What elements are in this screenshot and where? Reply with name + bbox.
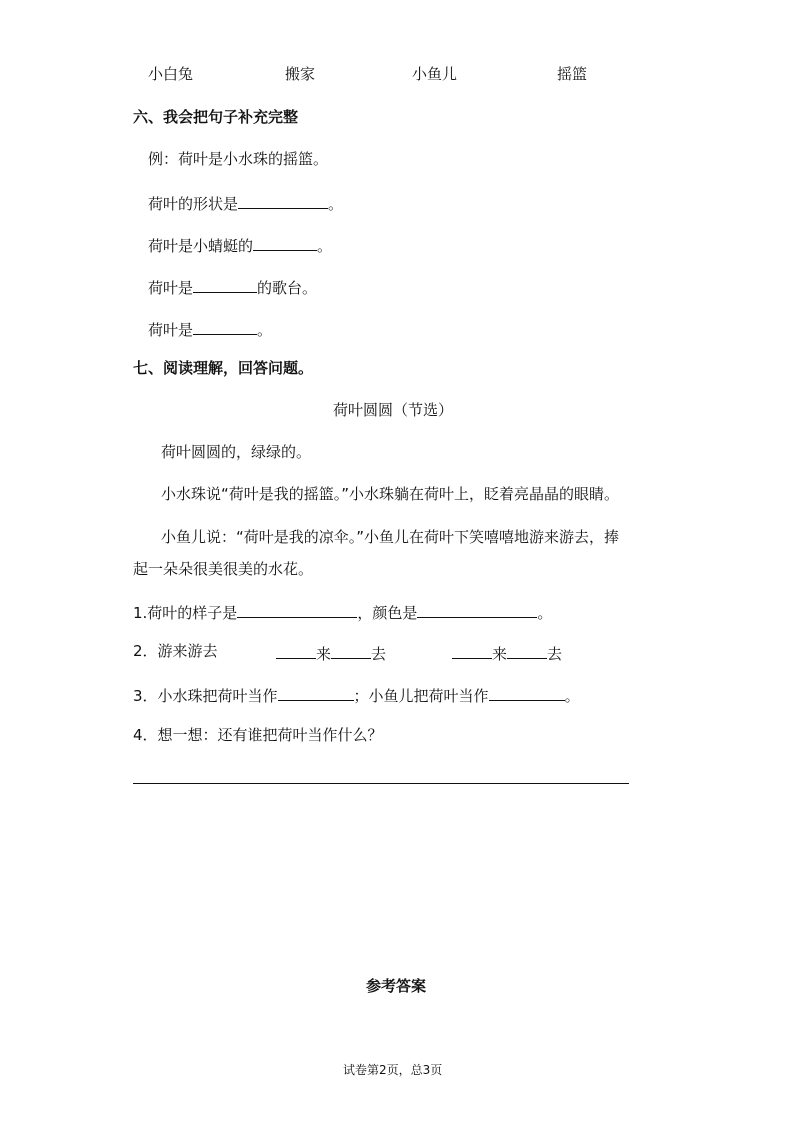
passage-paragraph-3-line-2: 起一朵朵很美很美的水花。 bbox=[133, 560, 314, 578]
question-2-blank-2[interactable] bbox=[331, 644, 371, 659]
word-3: 小鱼儿 bbox=[412, 65, 458, 83]
question-2-pattern-1 bbox=[276, 644, 386, 662]
section-6-heading: 六、我会把句子补充完整 bbox=[133, 108, 299, 126]
sentence-2-text: 荷叶是小蜻蜓的 bbox=[148, 237, 254, 255]
sentence-1-blank[interactable] bbox=[238, 194, 328, 209]
sentence-3-blank[interactable] bbox=[193, 278, 257, 293]
question-2-blank-1[interactable] bbox=[276, 644, 316, 659]
answer-line[interactable] bbox=[133, 783, 629, 784]
question-2-qu-1: 去 bbox=[371, 645, 387, 663]
question-1 bbox=[133, 603, 552, 621]
question-3-blank-1[interactable] bbox=[278, 686, 354, 701]
sentence-4-end: 。 bbox=[257, 321, 273, 339]
question-3-text: 3．小水珠把荷叶当作 bbox=[133, 687, 278, 705]
sentence-3-text: 荷叶是 bbox=[148, 279, 194, 297]
page-footer: 试卷第2页，总3页 bbox=[343, 1063, 443, 1077]
word-1: 小白兔 bbox=[148, 65, 194, 83]
question-3-blank-2[interactable] bbox=[489, 686, 565, 701]
sentence-2 bbox=[148, 236, 332, 254]
question-2-lai-2: 来 bbox=[492, 645, 508, 663]
question-1-end: 。 bbox=[537, 604, 553, 622]
passage-title: 荷叶圆圆（节选） bbox=[333, 401, 454, 419]
sentence-2-end: 。 bbox=[317, 237, 333, 255]
passage-paragraph-3-line-1: 小鱼儿说：“荷叶是我的凉伞。”小鱼儿在荷叶下笑嘻嘻地游来游去，捧 bbox=[161, 528, 620, 546]
answers-heading: 参考答案 bbox=[366, 977, 427, 995]
passage-paragraph-1: 荷叶圆圆的，绿绿的。 bbox=[161, 443, 312, 461]
word-2: 搬家 bbox=[285, 65, 316, 83]
question-2-lai-1: 来 bbox=[316, 645, 332, 663]
sentence-1-text: 荷叶的形状是 bbox=[148, 195, 239, 213]
question-2-blank-3[interactable] bbox=[452, 644, 492, 659]
question-2-qu-2: 去 bbox=[547, 645, 563, 663]
question-2-pattern-2 bbox=[452, 644, 562, 662]
question-3-text-2: ；小鱼儿把荷叶当作 bbox=[353, 687, 489, 705]
sentence-3-end: 的歌台。 bbox=[257, 279, 318, 297]
word-4: 摇篮 bbox=[557, 65, 588, 83]
sentence-1-end: 。 bbox=[328, 195, 344, 213]
section-6-example: 例：荷叶是小水珠的摇篮。 bbox=[148, 150, 329, 168]
sentence-4 bbox=[148, 320, 272, 338]
question-4: 4．想一想：还有谁把荷叶当作什么？ bbox=[133, 726, 383, 744]
question-1-text: 1.荷叶的样子是 bbox=[133, 604, 238, 622]
sentence-2-blank[interactable] bbox=[253, 236, 317, 251]
question-3-end: 。 bbox=[564, 687, 580, 705]
question-1-blank-color[interactable] bbox=[417, 603, 537, 618]
question-1-text-2: ，颜色是 bbox=[357, 604, 418, 622]
question-2-text: 2．游来游去 bbox=[133, 642, 218, 660]
question-2-blank-4[interactable] bbox=[507, 644, 547, 659]
section-7-heading: 七、阅读理解，回答问题。 bbox=[133, 359, 314, 377]
question-1-blank-shape[interactable] bbox=[237, 603, 357, 618]
sentence-4-blank[interactable] bbox=[193, 320, 257, 335]
question-3 bbox=[133, 686, 580, 704]
sentence-1 bbox=[148, 194, 343, 212]
sentence-3 bbox=[148, 278, 317, 296]
sentence-4-text: 荷叶是 bbox=[148, 321, 194, 339]
passage-paragraph-2: 小水珠说“荷叶是我的摇篮。”小水珠躺在荷叶上，眨着亮晶晶的眼睛。 bbox=[161, 485, 620, 503]
